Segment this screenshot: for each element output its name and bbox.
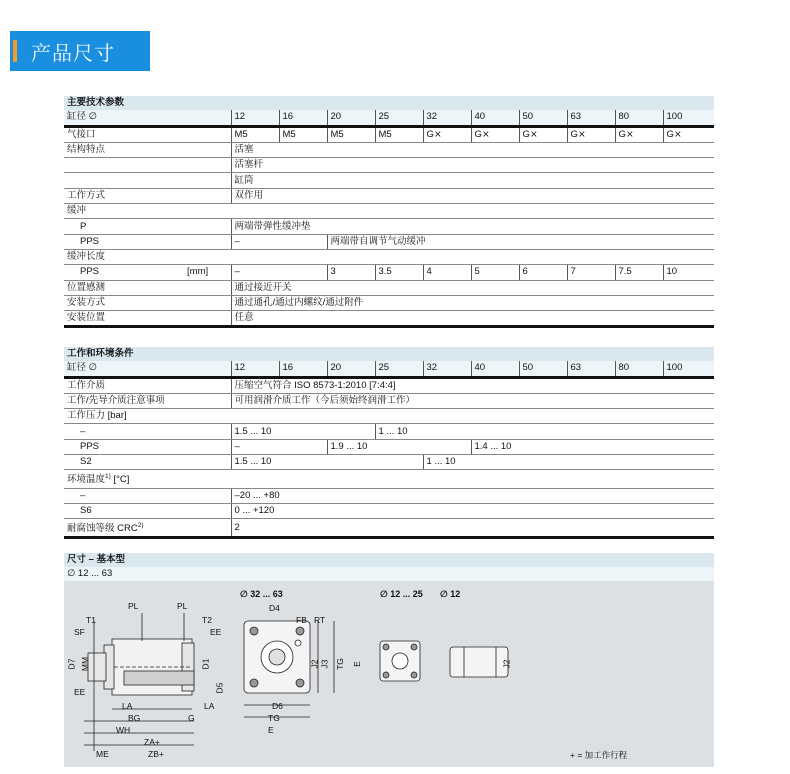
dim-label: ZB+	[148, 749, 164, 759]
dimension-title: 尺寸 – 基本型	[64, 553, 714, 567]
structure-row: 缸筒	[64, 173, 714, 188]
port-row: 气接口 M5 M5 M5 M5 G⨯ G⨯ G⨯ G⨯ G⨯ G⨯	[64, 126, 714, 142]
dim-label: SF	[74, 627, 85, 637]
pressure-s2-row: S2 1.5 ... 10 1 ... 10	[64, 455, 714, 470]
diameter-row: 缸径 ∅ 12 16 20 25 32 40 50 63 80 100	[64, 110, 714, 126]
footnote: + = 加工作行程	[570, 750, 628, 760]
structure-row: 活塞杆	[64, 158, 714, 173]
dim-label: ZA+	[144, 737, 160, 747]
dim-label: MM	[80, 656, 91, 672]
section-title: 产品尺寸	[31, 42, 115, 65]
dim-label: LA	[122, 701, 133, 711]
dim-label: ME	[96, 749, 109, 759]
dim-label: PL	[177, 601, 188, 611]
pressure-row: 工作压力 [bar]	[64, 409, 714, 424]
dimension-range: ∅ 12 ... 63	[64, 567, 714, 581]
dim-label: G	[188, 713, 195, 723]
temp-dash-row: – –20 ... +80	[64, 488, 714, 503]
view-b-label: ∅ 12 ... 25	[380, 589, 423, 599]
main-params-table	[64, 96, 714, 328]
view-a-label: ∅ 32 ... 63	[240, 589, 283, 599]
dim-label: T1	[86, 615, 96, 625]
operation-row: 工作方式 双作用	[64, 188, 714, 203]
env-title: 工作和环境条件	[64, 347, 714, 361]
dim-label: D1	[200, 658, 211, 670]
dim-label: LA	[204, 701, 215, 711]
env-diameter-row: 缸径 ∅ 12 16 20 25 32 40 50 63 80 100	[64, 361, 714, 377]
dim-label: TG	[334, 658, 345, 670]
temp-row: 环境温度$^{1)}$ [°C]	[64, 470, 714, 488]
env-table	[64, 347, 714, 539]
crc-row: 耐腐蚀等级 CRC$^{2)}$ 2	[64, 519, 714, 538]
dim-label: PL	[128, 601, 139, 611]
dim-label: WH	[116, 725, 131, 735]
dim-label: J2	[501, 659, 512, 669]
dim-label: BG	[128, 713, 141, 723]
accent-bar	[13, 40, 17, 62]
pressure-pps-row: PPS – 1.9 ... 10 1.4 ... 10	[64, 439, 714, 454]
dim-label: E	[351, 661, 362, 667]
dim-label: EE	[74, 687, 86, 697]
view-c-label: ∅ 12	[440, 589, 461, 599]
dim-label: D4	[269, 603, 280, 613]
section-header	[10, 31, 150, 71]
dim-label: FB	[296, 615, 307, 625]
cushion-pps-row: PPS – 两端带自调节气动缓冲	[64, 234, 714, 249]
dimension-section	[64, 553, 714, 767]
dim-label: D5	[214, 682, 225, 694]
medium-row: 工作介质 压缩空气符合 ISO 8573-1:2010 [7:4:4]	[64, 377, 714, 393]
front-view-drawing	[238, 613, 368, 733]
length-row: 缓冲长度	[64, 249, 714, 264]
position-row: 安装位置 任意	[64, 311, 714, 327]
mounting-row: 安装方式 通过通孔/通过内螺纹/通过附件	[64, 295, 714, 310]
dim-label: D7	[66, 658, 77, 670]
cushion-row: 缓冲	[64, 204, 714, 219]
pressure-dash-row: – 1.5 ... 10 1 ... 10	[64, 424, 714, 439]
length-pps-row: PPS [mm] – 3 3.5 4 5 6 7 7.5 10	[64, 265, 714, 280]
dim-label: T2	[202, 615, 212, 625]
dim-label: J3	[319, 659, 330, 669]
dim-label: RT	[314, 615, 326, 625]
dim-label: TG	[268, 713, 280, 723]
dim-label: EE	[210, 627, 222, 637]
note-row: 工作/先导介质注意事项 可用润滑介质工作（今后须始终润滑工作）	[64, 393, 714, 408]
temp-s6-row: S6 0 ... +120	[64, 503, 714, 518]
dim-label: D6	[272, 701, 283, 711]
sensing-row: 位置感测 通过接近开关	[64, 280, 714, 295]
dim-label: J2	[309, 659, 320, 669]
main-params-title: 主要技术参数	[64, 96, 714, 110]
structure-row: 结构特点 活塞	[64, 142, 714, 157]
cushion-p-row: P 两端带弹性缓冲垫	[64, 219, 714, 234]
dim-label: E	[268, 725, 274, 735]
